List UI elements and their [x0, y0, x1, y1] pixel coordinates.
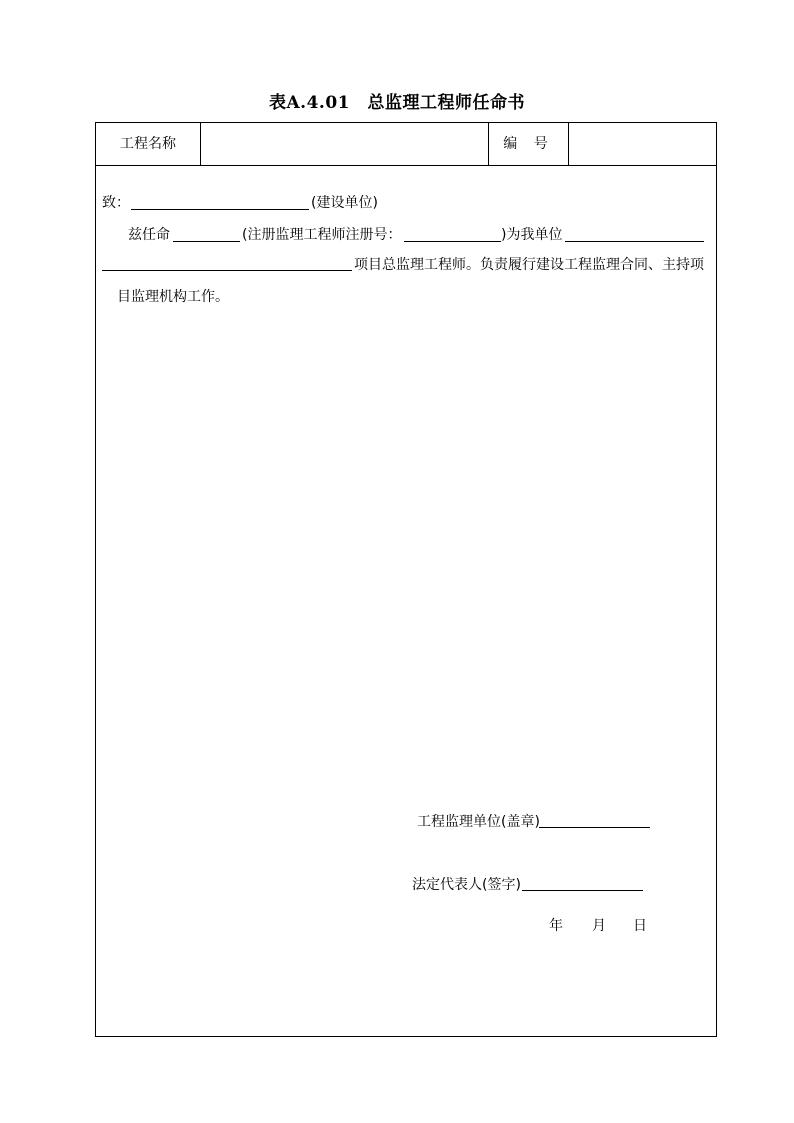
- supervision-unit-seal-blank[interactable]: [539, 827, 650, 828]
- to-prefix: 致：: [102, 195, 130, 211]
- responsibility-text-end: 目监理机构工作。: [117, 289, 229, 305]
- construction-unit-blank[interactable]: [131, 209, 309, 210]
- registration-prefix: (注册监理工程师注册号：: [242, 227, 402, 243]
- legal-representative-signature-blank[interactable]: [522, 890, 643, 891]
- appoint-prefix: 兹任命: [128, 227, 170, 243]
- supervision-unit-seal-label: 工程监理单位(盖章): [417, 814, 540, 830]
- engineer-name-blank[interactable]: [173, 241, 240, 242]
- project-blank[interactable]: [102, 270, 352, 271]
- registration-suffix: )为我单位: [501, 227, 563, 243]
- serial-number-field[interactable]: [569, 123, 718, 165]
- project-name-label: 工程名称: [96, 123, 201, 165]
- responsibility-text: 项目总监理工程师。负责履行建设工程监理合同、主持项: [354, 257, 704, 273]
- legal-representative-label: 法定代表人(签字): [412, 877, 521, 893]
- form-title: 表A.4.01 总监理工程师任命书: [268, 93, 525, 113]
- serial-number-label: 编 号: [489, 123, 569, 165]
- registration-number-blank[interactable]: [404, 241, 501, 242]
- date-day-label: 日: [633, 918, 647, 934]
- our-unit-blank[interactable]: [565, 241, 704, 242]
- to-suffix: (建设单位): [311, 195, 378, 211]
- form-header-row: [96, 123, 716, 166]
- date-month-label: 月: [592, 918, 606, 934]
- project-name-field[interactable]: [201, 123, 489, 165]
- date-year-label: 年: [549, 918, 563, 934]
